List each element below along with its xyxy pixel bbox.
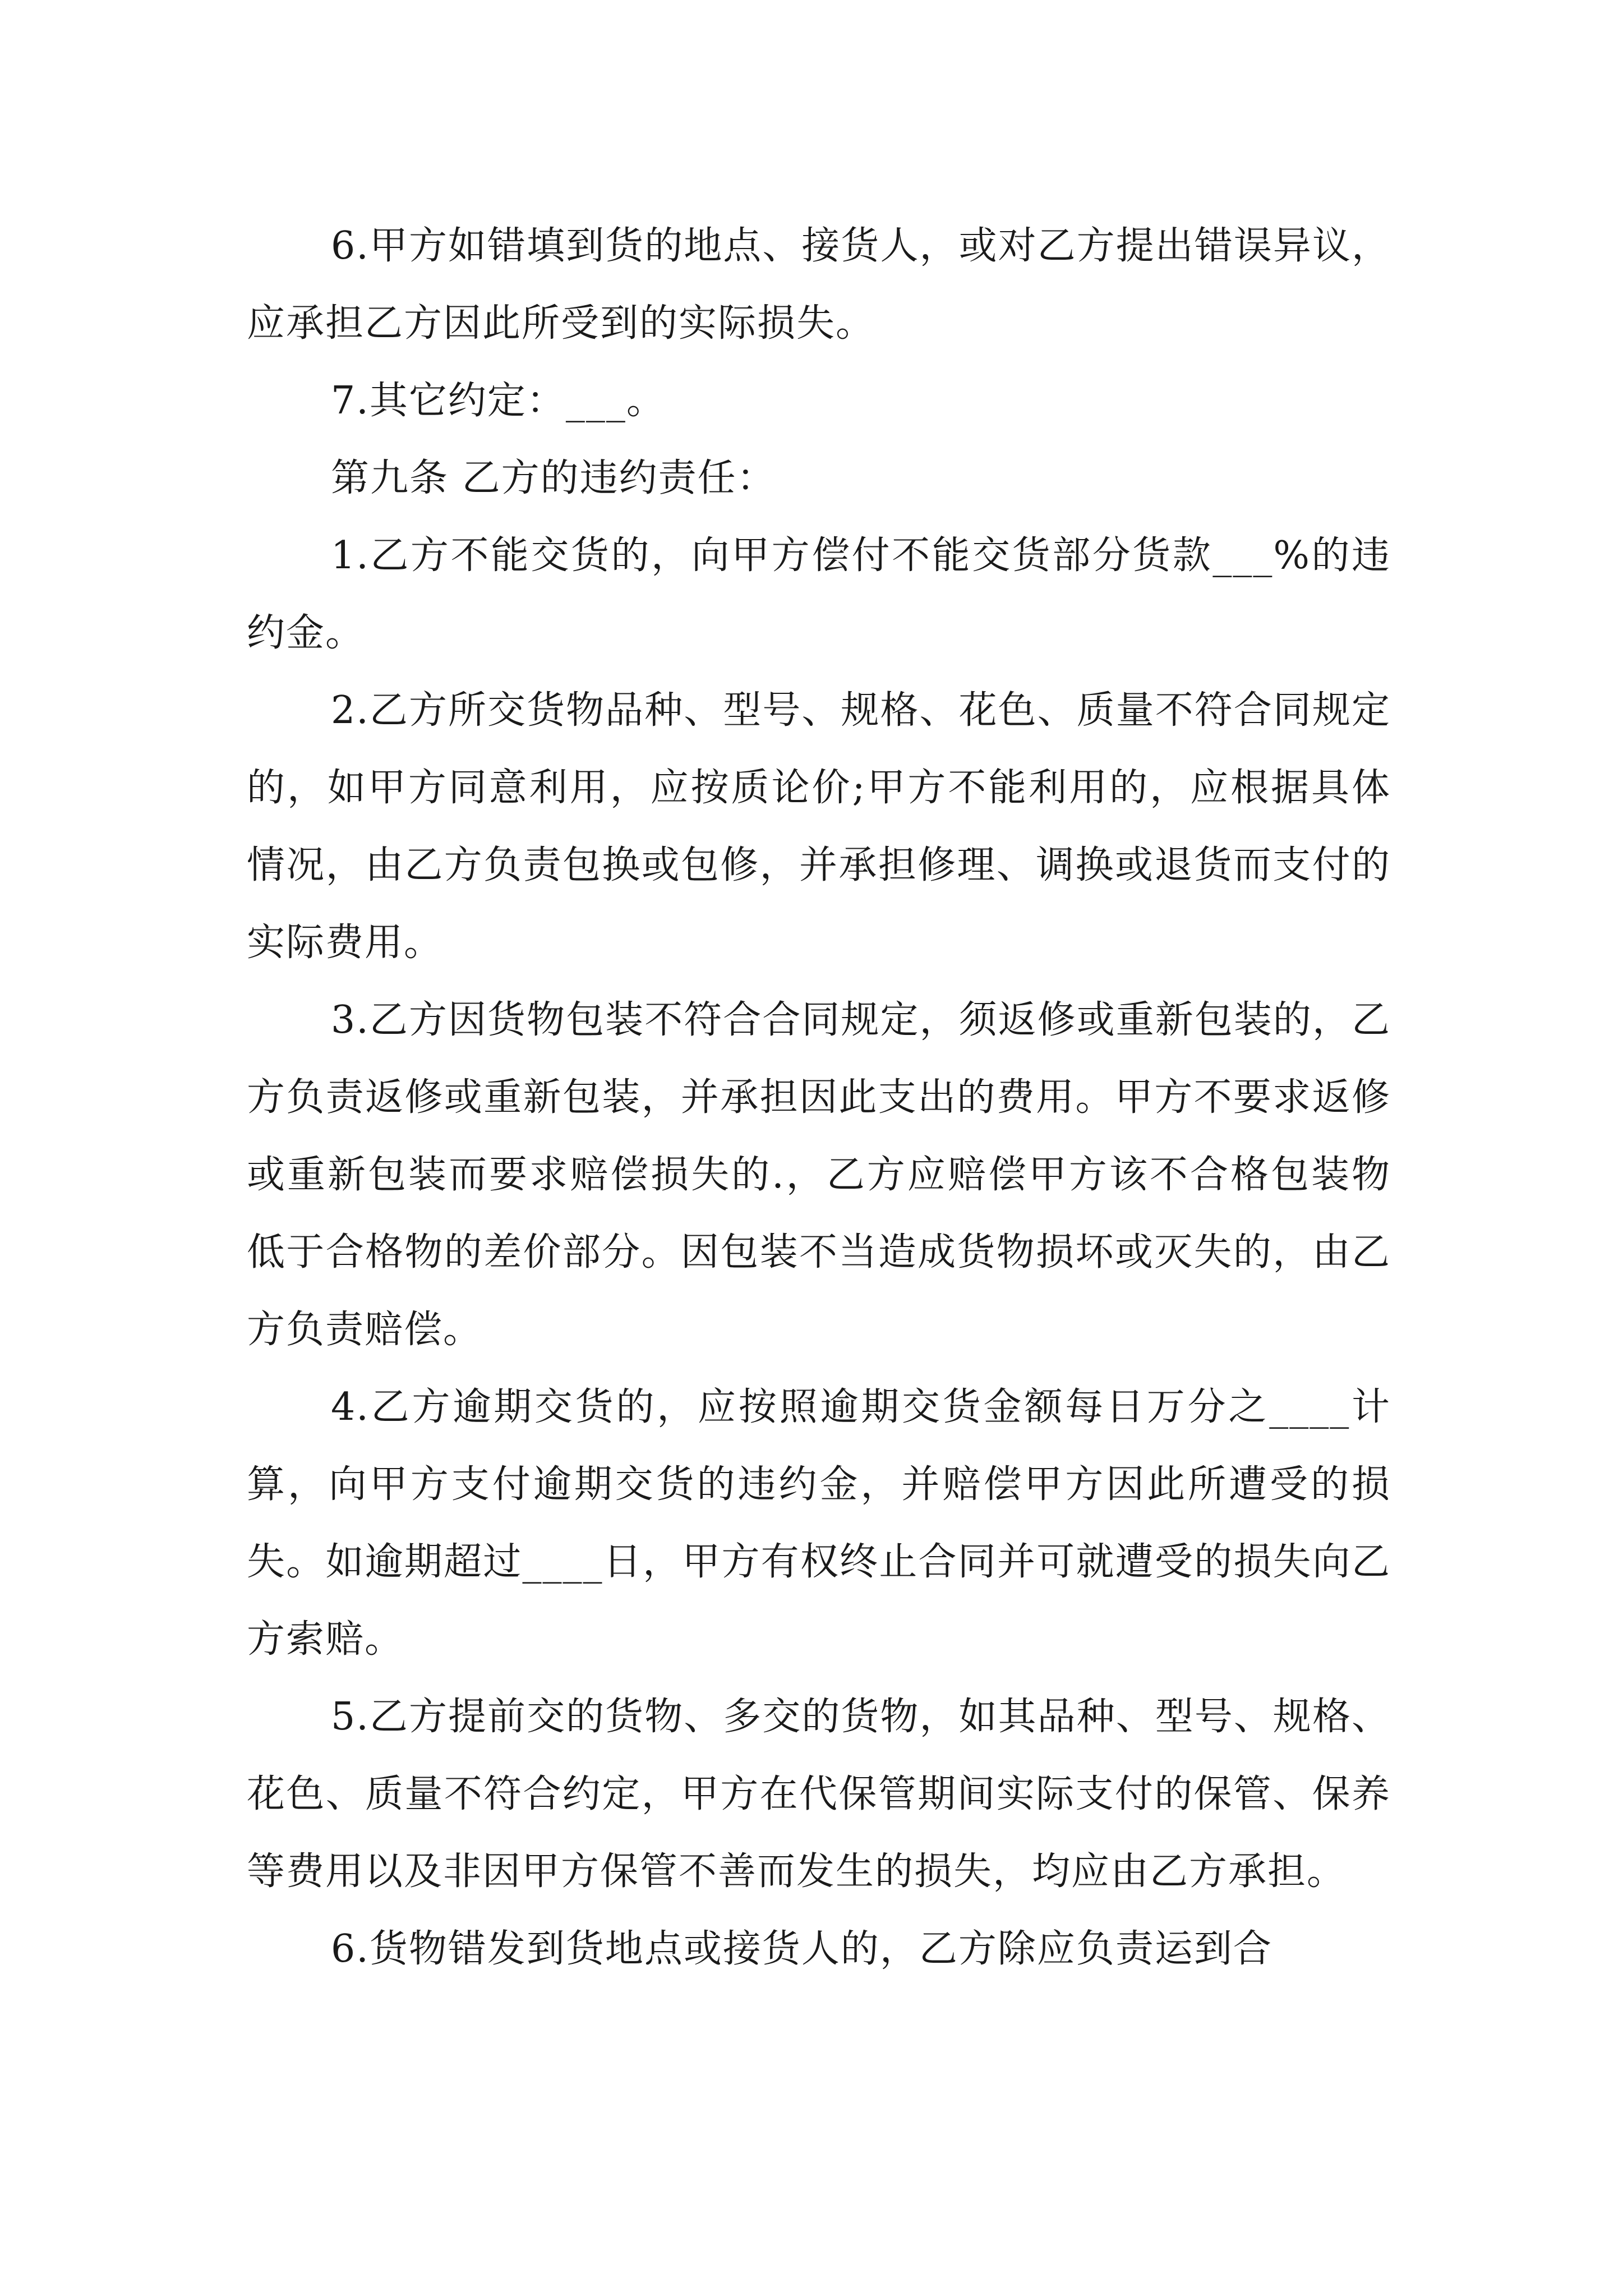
clause-paragraph-3: 1.乙方不能交货的，向甲方偿付不能交货部分货款___%的违约金。: [247, 533, 1391, 655]
clause-paragraph-5: 3.乙方因货物包装不符合合同规定，须返修或重新包装的，乙方负责返修或重新包装，并承担因此支出的费用。甲方不要求返修或重新包装而要求赔偿损失的.，乙方应赔偿甲方该不合格包装物低于合格物的差价部分。因包装不当造成货物损坏或灭失的，由乙方负责赔偿。: [247, 998, 1391, 1352]
clause-paragraph-1: 6.甲方如错填到货的地点、接货人，或对乙方提出错误异议，应承担乙方因此所受到的实际损失。: [247, 224, 1391, 346]
clause-paragraph-7: 5.乙方提前交的货物、多交的货物，如其品种、型号、规格、花色、质量不符合约定，甲方在代保管期间实际支付的保管、保养等费用以及非因甲方保管不善而发生的损失，均应由乙方承担。: [247, 1695, 1391, 1894]
article-heading: 第九条 乙方的违约责任：: [331, 456, 776, 500]
document-body: [247, 208, 1391, 1988]
clause-paragraph-8: 6.货物错发到货地点或接货人的，乙方除应负责运到合: [331, 1927, 1272, 1971]
clause-paragraph-6: 4.乙方逾期交货的，应按照逾期交货金额每日万分之____计算，向甲方支付逾期交货的违约金，并赔偿甲方因此所遭受的损失。如逾期超过____日，甲方有权终止合同并可就遭受的损失向乙方索赔。: [247, 1385, 1391, 1662]
clause-paragraph-2: 7.其它约定：___。: [331, 379, 666, 423]
clause-paragraph-4: 2.乙方所交货物品种、型号、规格、花色、质量不符合同规定的，如甲方同意利用，应按质论价;甲方不能利用的，应根据具体情况，由乙方负责包换或包修，并承担修理、调换或退货而支付的实际费用。: [247, 688, 1391, 965]
